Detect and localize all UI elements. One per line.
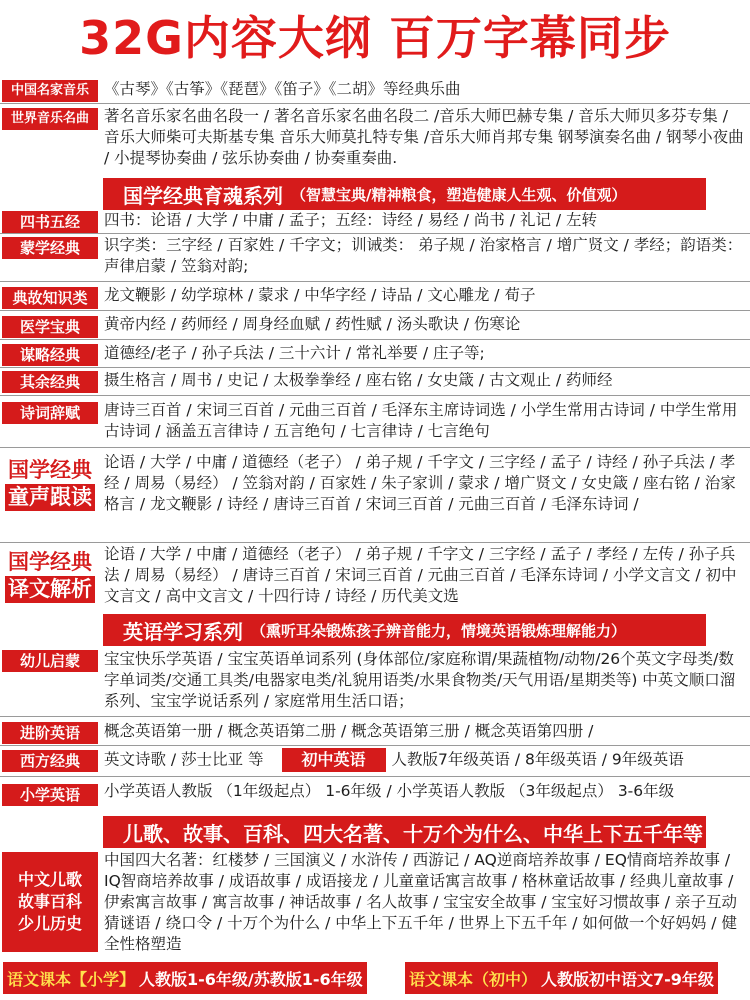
section-subtitle: （熏听耳朵锻炼孩子辨音能力，情境英语锻炼理解能力） <box>251 621 627 640</box>
content-xifang-b: 人教版7年级英语 / 8年级英语 / 9年级英语 <box>391 750 684 769</box>
divider <box>0 367 750 368</box>
footer-primary-chinese <box>3 962 367 994</box>
section-banner-stories <box>103 816 706 848</box>
divider <box>0 745 750 746</box>
section-subtitle: （智慧宝典/精神粮食，塑造健康人生观、价值观） <box>291 185 627 204</box>
badge-junior-english: 初中英语 <box>282 748 386 772</box>
content-youer: 宝宝快乐学英语 / 宝宝英语单词系列 (身体部位/家庭称谓/果蔬植物/动物/26个英文字母类/数字单词类/交通工具类/电器家电类/礼貌用语类/水果食物类/天气用语/星期类等) 中英文顺口溜系列、宝宝学说话系列 / 家庭常用生活口语； <box>104 650 736 710</box>
label-line-1: 国学经典 <box>8 458 92 482</box>
footer-text-primary: 人教版1-6年级/苏教版1-6年级 <box>139 962 367 994</box>
content-shici: 唐诗三百首 / 宋词三百首 / 元曲三百首 / 毛泽东主席诗词选 / 小学生常用古诗词 / 中学生常用古诗词 / 涵盖五言律诗 / 五言绝句 / 七言律诗 / 七言绝句 <box>104 401 738 440</box>
divider <box>0 310 750 311</box>
label-children <box>2 852 98 952</box>
footer-junior-chinese <box>405 962 718 994</box>
section-banner-english <box>103 614 706 646</box>
divider <box>0 395 750 396</box>
content-chinese-music: 《古琴》《古筝》《琵琶》《笛子》《二胡》等经典乐曲 <box>104 80 461 98</box>
label-line-3: 少儿历史 <box>17 914 82 933</box>
label-line-1: 国学经典 <box>8 550 92 574</box>
label-line-2: 故事百科 <box>17 892 82 911</box>
content-xifang-a: 英文诗歌 / 莎士比亚 等 <box>104 750 264 769</box>
content-tongsheng: 论语 / 大学 / 中庸 / 道德经（老子） / 弟子规 / 千字文 / 三字经 / 孟子 / 诗经 / 孙子兵法 / 孝经 / 周易（易经） / 笠翁对韵 / 百家姓 / 朱子家训 / 蒙求 / 增广贤文 / 女史箴 / 座右铭 / 治家格言 / 龙文鞭影 / 诗经 / 唐诗三百首 / 宋词三百首 / 元曲三百首 / 毛泽东诗词 / <box>104 453 736 513</box>
content-sishu-wujing: 四书：论语 / 大学 / 中庸 / 孟子；五经：诗经 / 易经 / 尚书 / 礼记 / 左转 <box>104 211 598 229</box>
footer-badge-primary: 语文课本【小学】 <box>3 962 139 994</box>
content-jinjie: 概念英语第一册 / 概念英语第二册 / 概念英语第三册 / 概念英语第四册 / <box>104 722 594 740</box>
label-jinjie: 进阶英语 <box>2 722 98 744</box>
content-diangu: 龙文鞭影 / 幼学琼林 / 蒙求 / 中华字经 / 诗品 / 文心雕龙 / 荀子 <box>104 286 536 304</box>
label-yixue: 医学宝典 <box>2 316 98 338</box>
label-mengxue: 蒙学经典 <box>2 237 98 259</box>
footer-badge-junior: 语文课本（初中） <box>405 962 541 994</box>
content-mengxue: 识字类：三字经 / 百家姓 / 千字文；训诫类： 弟子规 / 治家格言 / 增广贤文 / 孝经；韵语类： 声律启蒙 / 笠翁对韵; <box>104 236 743 275</box>
divider <box>0 542 750 543</box>
divider <box>0 716 750 717</box>
label-chinese-music: 中国名家音乐 <box>2 80 98 102</box>
section-banner-guoxue <box>103 178 706 210</box>
divider <box>0 776 750 777</box>
section-title: 英语学习系列 <box>123 619 243 644</box>
content-yixue: 黄帝内经 / 药师经 / 周身经血赋 / 药性赋 / 汤头歌诀 / 伤寒论 <box>104 315 521 333</box>
label-xiaoxue-english: 小学英语 <box>2 784 98 806</box>
label-youer: 幼儿启蒙 <box>2 650 98 672</box>
page-title: 32G内容大纲 百万字幕同步 <box>79 11 671 65</box>
label-diangu: 典故知识类 <box>2 287 98 309</box>
section-title: 儿歌、故事、百科、四大名著、十万个为什么、中华上下五千年等 <box>123 821 703 846</box>
footer-text-junior: 人教版初中语文7-9年级 <box>541 962 718 994</box>
divider <box>0 281 750 282</box>
content-world-music: 著名音乐家名曲名段一 / 著名音乐家名曲名段二 /音乐大师巴赫专集 / 音乐大师贝多芬专集 / 音乐大师柴可夫斯基专集 音乐大师莫扎特专集 /音乐大师肖邦专集 钢琴演奏名曲 / 钢琴小夜曲 / 小提琴协奏曲 / 弦乐协奏曲 / 协奏重奏曲. <box>104 107 744 167</box>
label-qiyu: 其余经典 <box>2 371 98 393</box>
label-xifang: 西方经典 <box>2 750 98 772</box>
divider <box>0 103 750 104</box>
content-moulue: 道德经/老子 / 孙子兵法 / 三十六计 / 常礼举要 / 庄子等; <box>104 344 485 362</box>
divider <box>0 233 750 234</box>
content-qiyu: 摄生格言 / 周书 / 史记 / 太极拳拳经 / 座右铭 / 女史箴 / 古文观止 / 药师经 <box>104 371 613 389</box>
content-children: 中国四大名著：红楼梦 / 三国演义 / 水浒传 / 西游记 / AQ逆商培养故事 / EQ情商培养故事 / IQ智商培养故事 / 成语故事 / 成语接龙 / 儿童童话寓言故事 / 格林童话故事 / 经典儿童故事 / 伊索寓言故事 / 寓言故事 / 神话故事 / 名人故事 / 宝宝安全故事 / 宝宝好习惯故事 / 亲子互动猜谜语 / 绕口令 / 十万个为什么 / 中华上下五千年 / 世界上下五千年 / 如何做一个好妈妈 / 健全性格塑造 <box>104 851 737 953</box>
content-xiaoxue-english: 小学英语人教版 （1年级起点） 1-6年级 / 小学英语人教版 （3年级起点） 3-6年级 <box>104 782 675 800</box>
label-yiwen <box>2 546 98 606</box>
content-yiwen: 论语 / 大学 / 中庸 / 道德经（老子） / 弟子规 / 千字文 / 三字经 / 孟子 / 孝经 / 左传 / 孙子兵法 / 周易（易经） / 唐诗三百首 / 宋词三百首 / 元曲三百首 / 毛泽东诗词 / 小学文言文 / 初中文言文 / 高中文言文 / 十四行诗 / 诗经 / 历代美文选 <box>104 545 737 605</box>
divider <box>0 339 750 340</box>
content-xifang <box>104 748 746 772</box>
divider <box>0 447 750 448</box>
label-line-2: 童声跟读 <box>5 484 95 511</box>
label-world-music: 世界音乐名曲 <box>2 108 98 130</box>
label-line-2: 译文解析 <box>5 576 95 603</box>
section-title: 国学经典育魂系列 <box>123 183 283 208</box>
label-tongsheng <box>2 454 98 514</box>
label-moulue: 谋略经典 <box>2 344 98 366</box>
label-shici: 诗词辞赋 <box>2 402 98 424</box>
label-line-1: 中文儿歌 <box>17 870 82 889</box>
label-sishu-wujing: 四书五经 <box>2 211 98 233</box>
